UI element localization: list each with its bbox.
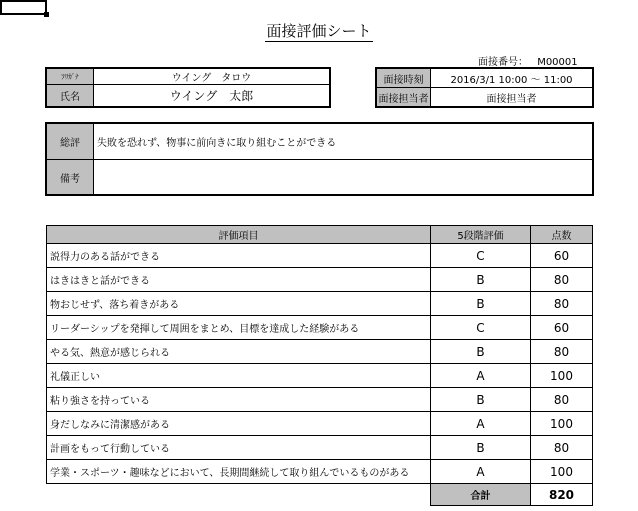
grade-cell[interactable]: C — [431, 244, 531, 268]
overall-value[interactable]: 失敗を恐れず、物事に前向きに取り組むことができる — [94, 124, 593, 160]
score-cell[interactable]: 80 — [531, 388, 593, 412]
item-cell[interactable]: 身だしなみに清潔感がある — [47, 412, 431, 436]
score-cell[interactable]: 80 — [531, 268, 593, 292]
cell-selection-cursor[interactable] — [0, 0, 47, 15]
table-row — [47, 268, 593, 292]
item-cell[interactable]: 物おじせず、落ち着きがある — [47, 292, 431, 316]
header-item: 評価項目 — [47, 226, 431, 244]
comments-table — [46, 123, 593, 195]
interview-number-label: 面接番号： — [478, 57, 528, 68]
evaluation-header-row — [47, 226, 593, 244]
page-title: 面接評価シート — [266, 22, 372, 40]
evaluation-table — [46, 225, 593, 506]
item-cell[interactable]: 学業・スポーツ・趣味などにおいて、長期間継続して取り組んでいるものがある — [47, 460, 431, 484]
total-row — [47, 484, 593, 506]
name-value[interactable]: ウイング 太郎 — [94, 85, 330, 107]
item-cell[interactable]: はきはきと話ができる — [47, 268, 431, 292]
score-cell[interactable]: 60 — [531, 244, 593, 268]
grade-cell[interactable]: A — [431, 412, 531, 436]
score-cell[interactable]: 80 — [531, 436, 593, 460]
score-cell[interactable]: 80 — [531, 292, 593, 316]
interviewer-value[interactable]: 面接担当者 — [431, 88, 593, 107]
interview-time-label: 面接時刻 — [377, 69, 431, 88]
total-label: 合計 — [431, 484, 531, 506]
item-cell[interactable]: 説得力のある話ができる — [47, 244, 431, 268]
table-row — [47, 412, 593, 436]
table-row — [47, 436, 593, 460]
table-row — [47, 388, 593, 412]
score-cell[interactable]: 100 — [531, 364, 593, 388]
notes-value[interactable] — [94, 160, 593, 195]
grade-cell[interactable]: B — [431, 388, 531, 412]
item-cell[interactable]: 計画をもって行動している — [47, 436, 431, 460]
table-row — [47, 316, 593, 340]
score-cell[interactable]: 80 — [531, 340, 593, 364]
item-cell[interactable]: 粘り強さを持っている — [47, 388, 431, 412]
interview-table — [376, 68, 593, 107]
grade-cell[interactable]: C — [431, 316, 531, 340]
total-value[interactable]: 820 — [531, 484, 593, 506]
score-cell[interactable]: 100 — [531, 412, 593, 436]
interview-time-value[interactable]: 2016/3/1 10:00 ～ 11:00 — [431, 69, 593, 88]
header-grade: 5段階評価 — [431, 226, 531, 244]
table-row — [47, 340, 593, 364]
name-label: 氏名 — [47, 85, 94, 107]
interview-number — [478, 53, 638, 68]
grade-cell[interactable]: B — [431, 340, 531, 364]
table-row — [47, 364, 593, 388]
header-score: 点数 — [531, 226, 593, 244]
table-row — [47, 244, 593, 268]
table-row — [47, 292, 593, 316]
interview-number-value: M00001 — [537, 57, 578, 68]
fill-handle[interactable] — [44, 12, 49, 17]
interviewer-label: 面接担当者 — [377, 88, 431, 107]
total-spacer — [47, 484, 431, 506]
grade-cell[interactable]: A — [431, 364, 531, 388]
notes-label: 備考 — [47, 160, 94, 195]
furigana-label: ﾌﾘｶﾞﾅ — [47, 69, 94, 85]
item-cell[interactable]: 礼儀正しい — [47, 364, 431, 388]
item-cell[interactable]: やる気、熱意が感じられる — [47, 340, 431, 364]
item-cell[interactable]: リーダーシップを発揮して周囲をまとめ、目標を達成した経験がある — [47, 316, 431, 340]
overall-label: 総評 — [47, 124, 94, 160]
candidate-table — [46, 68, 330, 107]
grade-cell[interactable]: B — [431, 436, 531, 460]
grade-cell[interactable]: B — [431, 268, 531, 292]
score-cell[interactable]: 100 — [531, 460, 593, 484]
grade-cell[interactable]: B — [431, 292, 531, 316]
furigana-value[interactable]: ウイング タロウ — [94, 69, 330, 85]
table-row — [47, 460, 593, 484]
score-cell[interactable]: 60 — [531, 316, 593, 340]
grade-cell[interactable]: A — [431, 460, 531, 484]
